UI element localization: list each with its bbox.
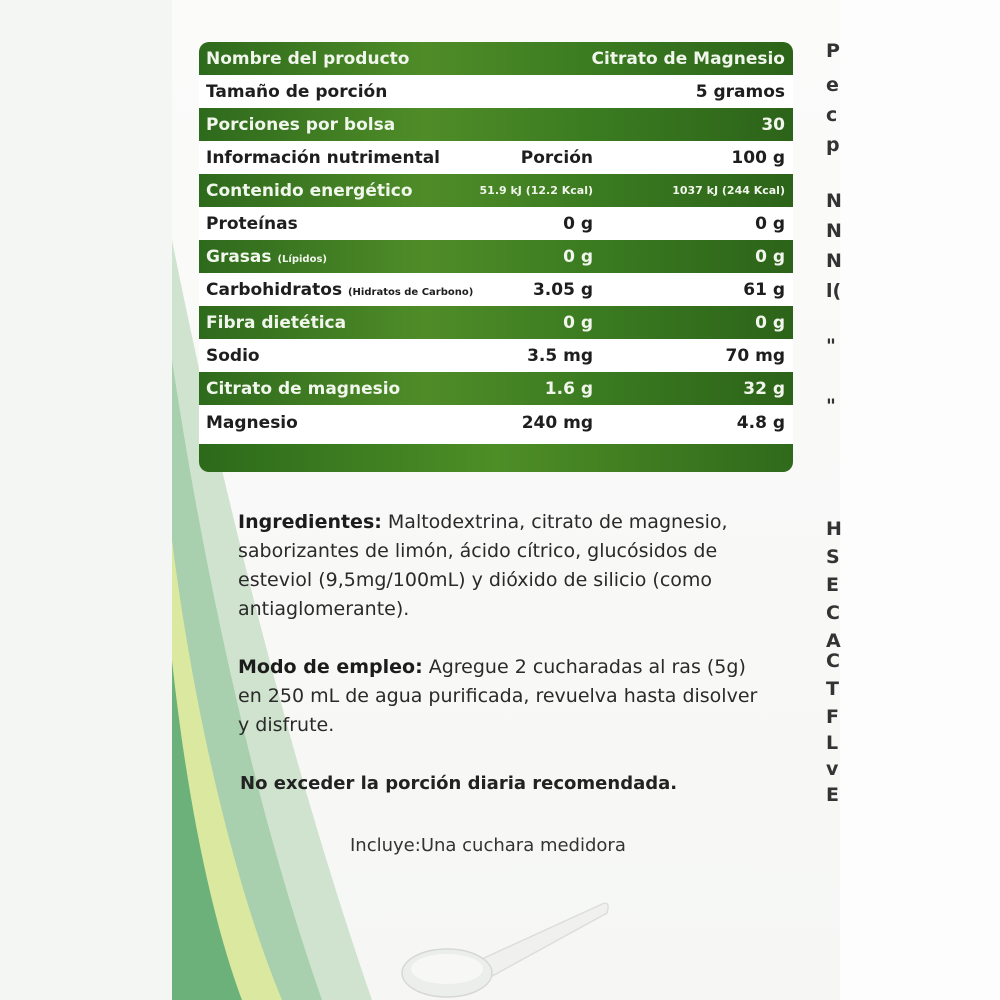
warning-text: No exceder la porción diaria recomendada.	[240, 773, 678, 794]
row-value: 0 g	[755, 312, 785, 333]
side-letter: C	[826, 602, 840, 624]
row-sublabel: (Lípidos)	[277, 253, 327, 265]
side-letter: c	[826, 104, 838, 126]
table-row	[199, 306, 793, 339]
row-portion: 3.05 g	[532, 279, 593, 300]
row-label: Contenido energético	[206, 180, 413, 201]
row-value: 100 g	[731, 147, 785, 168]
row-portion: 3.5 mg	[527, 345, 593, 366]
usage-heading: Modo de empleo:	[238, 656, 423, 678]
table-row	[199, 240, 793, 273]
row-value: 0 g	[755, 213, 785, 234]
side-letter: P	[826, 40, 840, 62]
row-label-text: Grasas	[206, 246, 272, 267]
side-letter: T	[826, 678, 839, 700]
side-letter: l(	[826, 280, 842, 302]
usage-block	[238, 653, 798, 740]
ingredients-line	[238, 508, 798, 537]
side-letter: E	[826, 784, 839, 806]
row-portion: Porción	[520, 147, 593, 168]
row-portion: 1.6 g	[544, 378, 593, 399]
nutrition-table	[199, 42, 793, 472]
row-value: 0 g	[755, 246, 785, 267]
background-right	[840, 0, 1000, 1000]
side-letter: H	[826, 518, 842, 540]
ingredients-line: saborizantes de limón, ácido cítrico, glucósidos de	[238, 540, 718, 562]
row-value: 1037 kJ (244 Kcal)	[672, 184, 785, 197]
ingredients-block	[238, 508, 798, 624]
side-letter: "	[826, 335, 836, 357]
row-value: 61 g	[743, 279, 785, 300]
side-letter: "	[826, 395, 836, 417]
usage-line: en 250 mL de agua purificada, revuelva hasta disolver	[238, 685, 758, 707]
row-label: Nombre del producto	[206, 48, 410, 69]
usage-line	[238, 653, 798, 682]
row-label: Porciones por bolsa	[206, 114, 396, 135]
row-value: 5 gramos	[695, 81, 785, 102]
side-letter: N	[826, 250, 842, 272]
side-letter: v	[826, 758, 839, 780]
ingredients-line: antiaglomerante).	[238, 598, 410, 620]
row-label: Citrato de magnesio	[206, 378, 401, 399]
row-label: Magnesio	[206, 413, 298, 433]
side-letter: A	[826, 630, 841, 652]
table-row	[199, 372, 793, 405]
row-portion: 240 mg	[521, 413, 593, 433]
side-letter: e	[826, 74, 839, 96]
table-row	[199, 207, 793, 240]
ingredients-line: esteviol (9,5mg/100mL) y dióxido de silicio (como	[238, 569, 713, 591]
row-label-text: Carbohidratos	[206, 279, 343, 300]
ingredients-heading: Ingredientes:	[238, 511, 382, 533]
row-portion: 51.9 kJ (12.2 Kcal)	[479, 184, 593, 197]
row-value: 32 g	[743, 378, 785, 399]
row-portion: 0 g	[563, 246, 593, 267]
table-row	[199, 42, 793, 75]
row-label: Proteínas	[206, 213, 298, 234]
usage-line: y disfrute.	[238, 714, 335, 736]
side-letter: L	[826, 732, 839, 754]
row-portion: 0 g	[563, 312, 593, 333]
row-label	[206, 280, 473, 300]
row-value: 30	[761, 114, 785, 135]
side-letter: C	[826, 650, 840, 672]
table-row	[199, 273, 793, 306]
includes-text: Incluye:Una cuchara medidora	[350, 835, 626, 856]
row-label: Tamaño de porción	[206, 81, 388, 102]
row-value: Citrato de Magnesio	[591, 48, 785, 69]
side-letter: p	[826, 134, 840, 156]
table-row	[199, 405, 793, 441]
ingredients-text: Maltodextrina, citrato de magnesio,	[387, 511, 728, 533]
table-row	[199, 339, 793, 372]
table-row	[199, 141, 793, 174]
background-left	[0, 0, 172, 1000]
side-letter: E	[826, 574, 839, 596]
row-value: 70 mg	[725, 345, 785, 366]
side-letter: F	[826, 706, 839, 728]
side-letter: S	[826, 546, 840, 568]
table-row	[199, 75, 793, 108]
row-portion: 0 g	[563, 213, 593, 234]
side-letter: N	[826, 220, 842, 242]
measuring-spoon-icon	[395, 885, 620, 1000]
row-value: 4.8 g	[736, 413, 785, 433]
usage-text: Agregue 2 cucharadas al ras (5g)	[428, 656, 746, 678]
row-label: Fibra dietética	[206, 312, 347, 333]
table-row	[199, 108, 793, 141]
table-row	[199, 174, 793, 207]
row-label: Sodio	[206, 345, 260, 366]
row-label	[206, 247, 327, 267]
row-sublabel: (Hidratos de Carbono)	[347, 286, 474, 298]
side-letter: N	[826, 190, 842, 212]
row-label: Información nutrimental	[206, 147, 440, 168]
table-footer-bar	[199, 444, 793, 472]
